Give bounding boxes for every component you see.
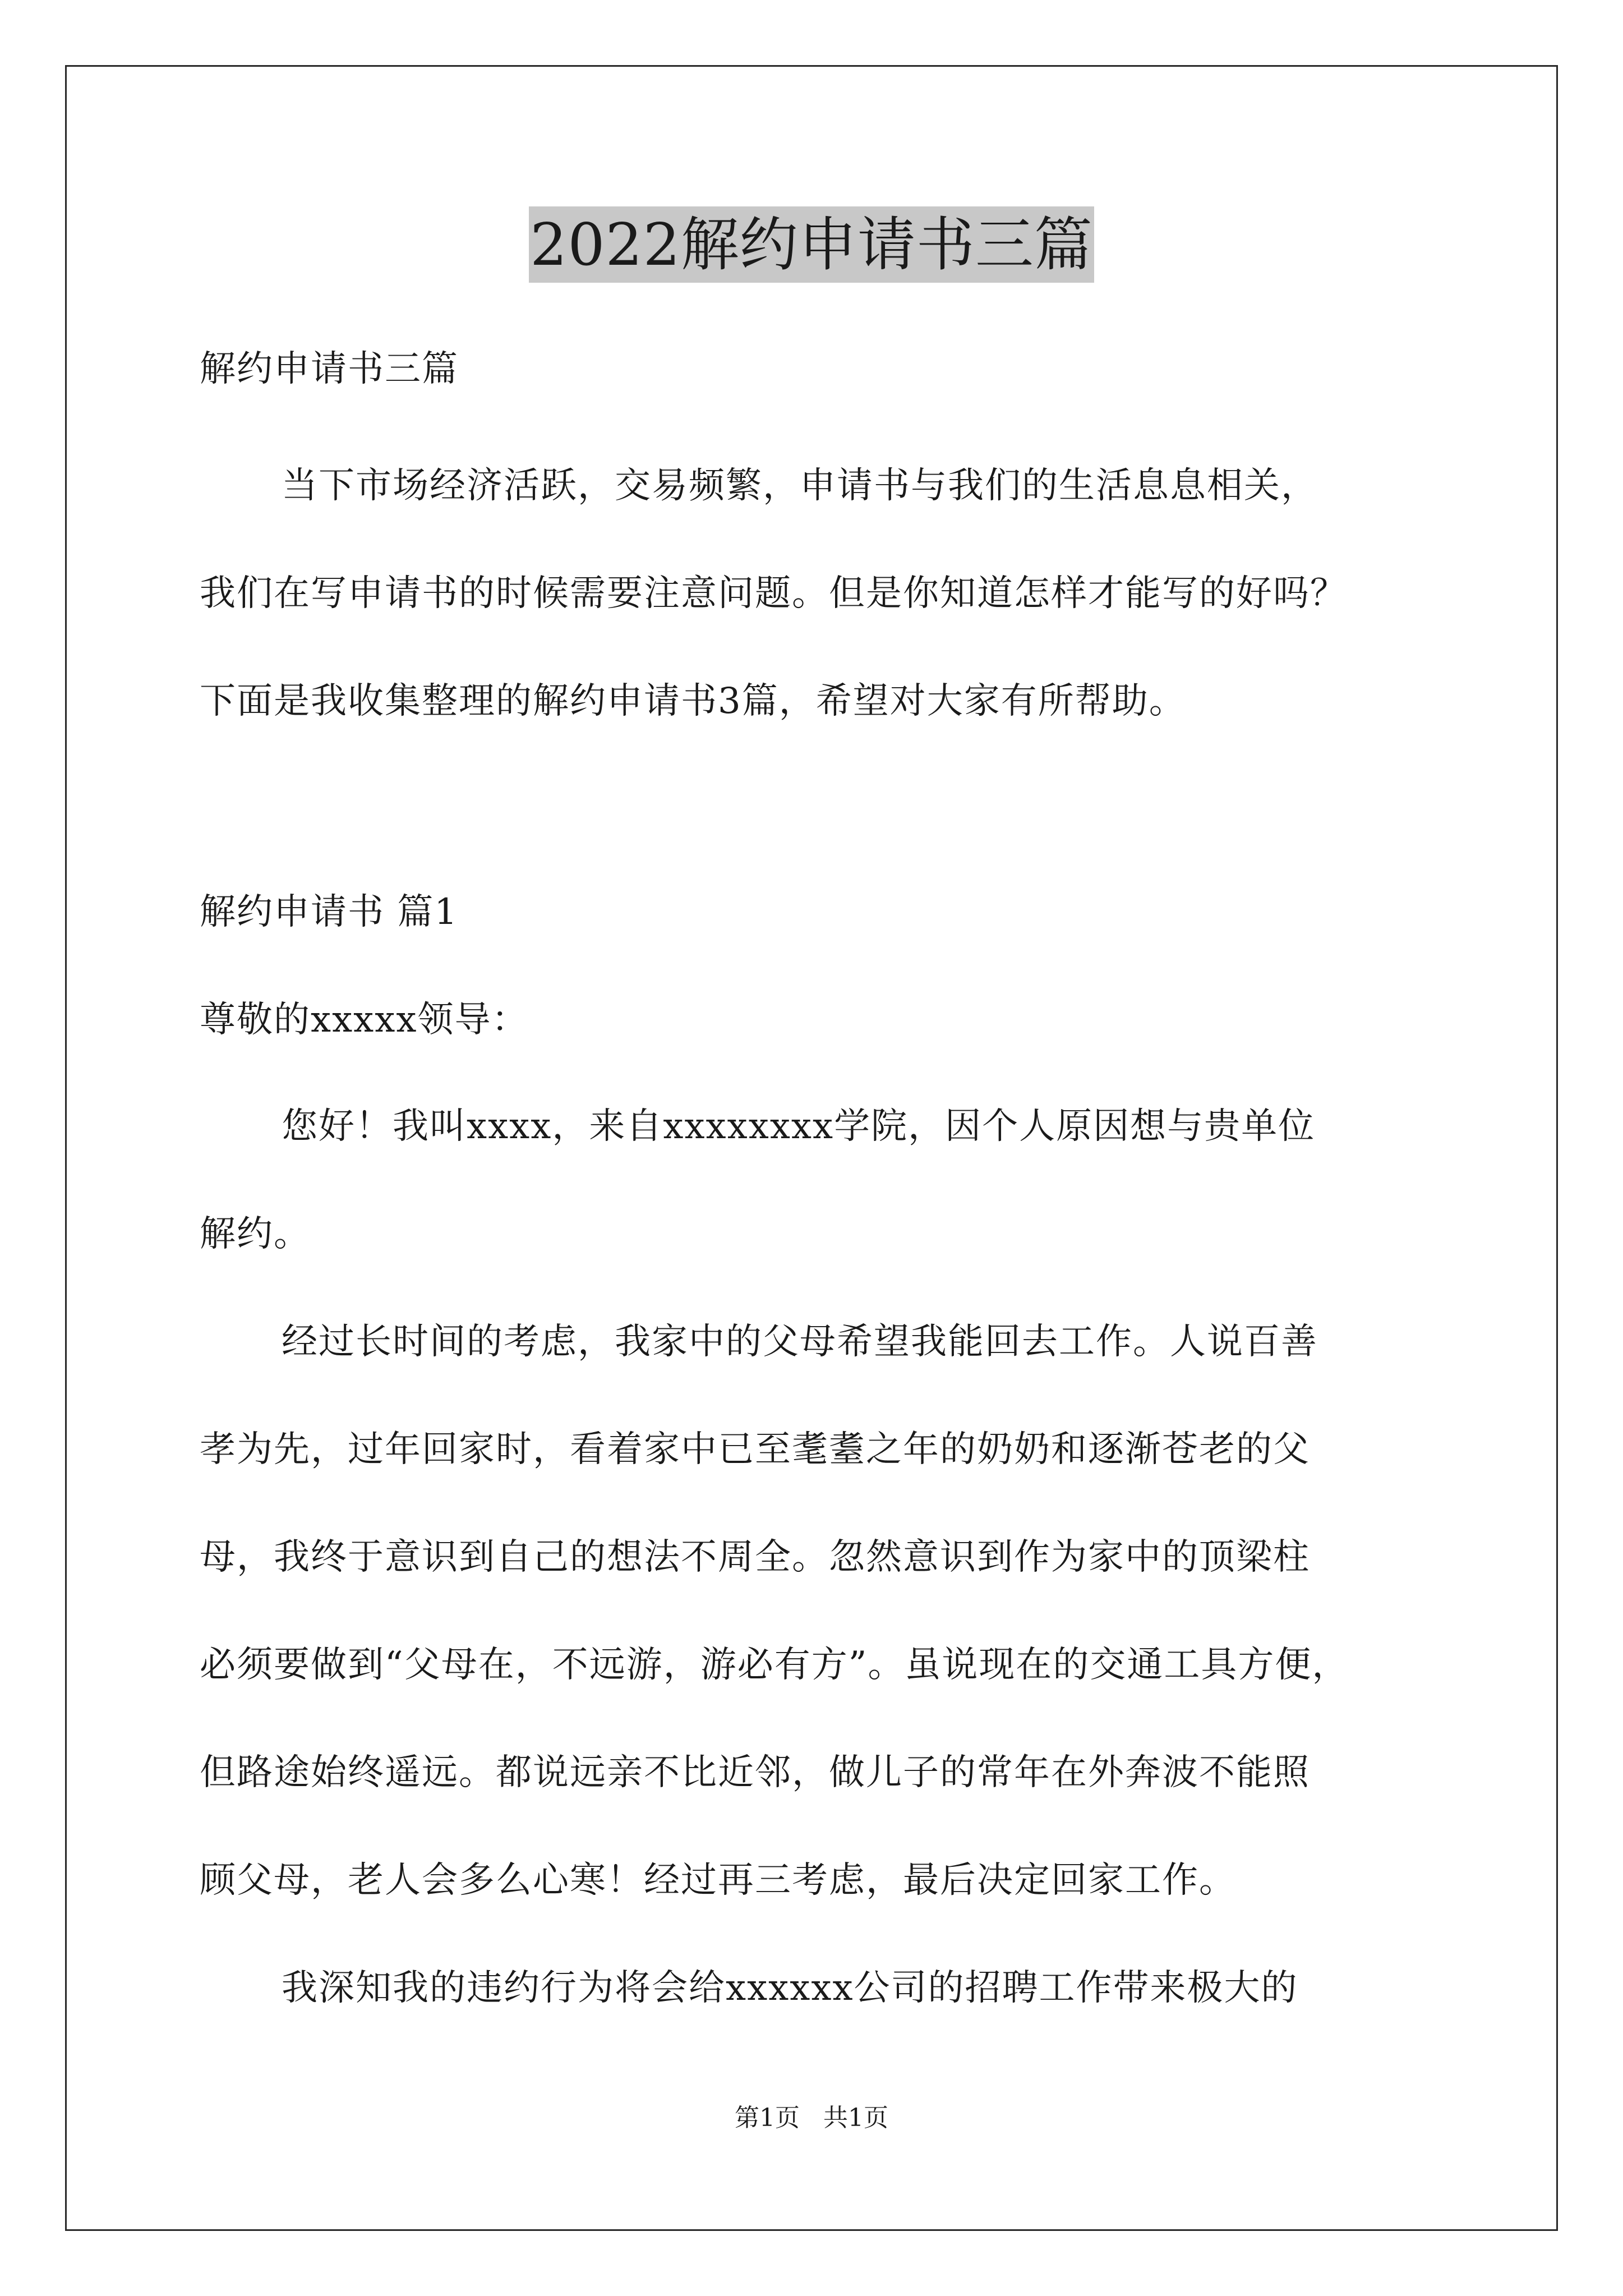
paragraph-line: 必须要做到“父母在，不远游，游必有方”。虽说现在的交通工具方便， <box>200 1644 1349 1686</box>
document-subtitle: 解约申请书三篇 <box>200 348 459 390</box>
paragraph-line: 我深知我的违约行为将会给xxxxxx公司的招聘工作带来极大的 <box>282 1967 1298 2009</box>
paragraph-line: 您好！我叫xxxx，来自xxxxxxxx学院，因个人原因想与贵单位 <box>282 1106 1316 1147</box>
document-title: 2022解约申请书三篇 <box>529 206 1094 283</box>
salutation: 尊敬的xxxxx领导： <box>200 999 529 1041</box>
paragraph-line: 母，我终于意识到自己的想法不周全。忽然意识到作为家中的顶梁柱 <box>200 1536 1310 1578</box>
intro-line: 我们在写申请书的时候需要注意问题。但是你知道怎样才能写的好吗？ <box>200 573 1347 614</box>
intro-line: 下面是我收集整理的解约申请书3篇，希望对大家有所帮助。 <box>200 680 1186 722</box>
page-footer: 第1页 共1页 <box>735 2104 888 2132</box>
paragraph-line: 经过长时间的考虑，我家中的父母希望我能回去工作。人说百善 <box>282 1321 1318 1363</box>
paragraph-line: 顾父母，老人会多么心寒！经过再三考虑，最后决定回家工作。 <box>200 1860 1236 1901</box>
title-container <box>0 206 1623 283</box>
paragraph-line: 但路途始终遥远。都说远亲不比近邻，做儿子的常年在外奔波不能照 <box>200 1752 1310 1793</box>
paragraph-line: 解约。 <box>200 1213 311 1255</box>
intro-line: 当下市场经济活跃，交易频繁，申请书与我们的生活息息相关， <box>282 465 1318 507</box>
section-heading: 解约申请书 篇1 <box>200 891 459 933</box>
paragraph-line: 孝为先，过年回家时，看着家中已至耄耋之年的奶奶和逐渐苍老的父 <box>200 1429 1310 1470</box>
